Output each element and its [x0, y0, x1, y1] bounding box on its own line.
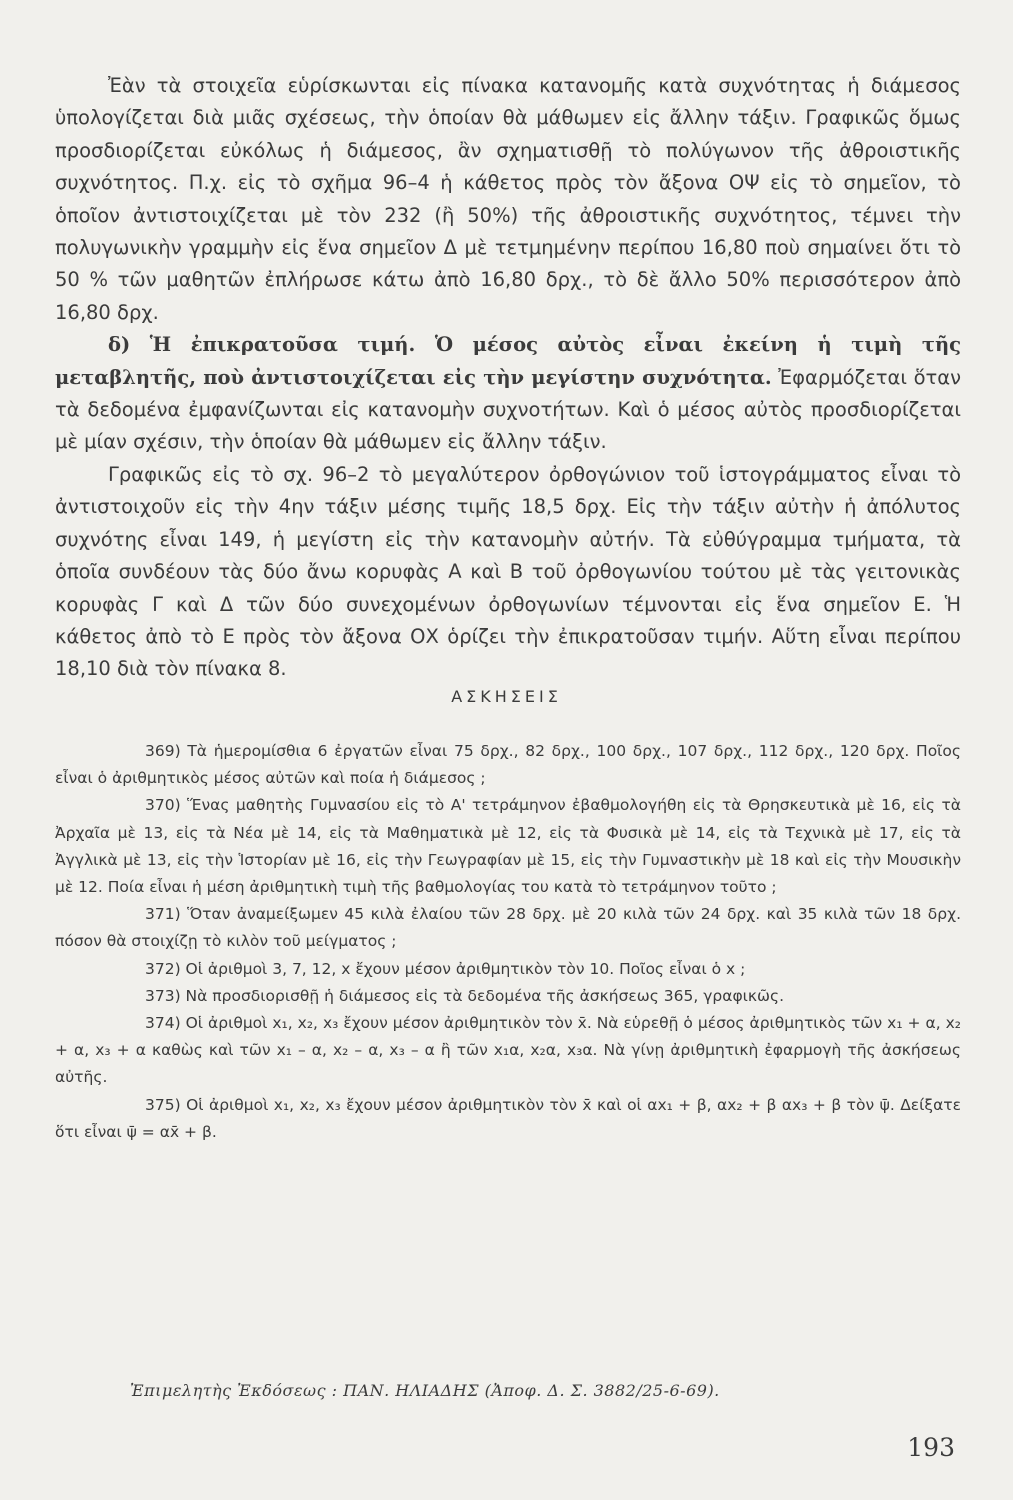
exercises-heading: ΑΣΚΗΣΕΙΣ — [451, 687, 562, 706]
exercise-369: 369) Τὰ ἡμερομίσθια 6 ἐργατῶν εἶναι 75 δρχ., 82 δρχ., 100 δρχ., 107 δρχ., 112 δρχ., 120 δρχ. Ποῖος εἶναι ὁ ἀριθμητικὸς μέσος αὐτῶν καὶ ποία ἡ διάμεσος ; — [55, 742, 961, 788]
editor-note: Ἐπιμελητὴς Ἐκδόσεως : ΠΑΝ. ΗΛΙΑΔΗΣ (Ἀποφ. Δ. Σ. 3882/25-6-69). — [130, 1381, 720, 1400]
exercise-374: 374) Οἱ ἀριθμοὶ x₁, x₂, x₃ ἔχουν μέσον ἀριθμητικὸν τὸν x̄. Νὰ εὑρεθῇ ὁ μέσος ἀριθμητικὸς τῶν x₁ + α, x₂ + α, x₃ + α καθὼς καὶ τῶν x₁ – α, x₂ – α, x₃ – α ἢ τῶν x₁α, x₂α, x₃α. Νὰ γίνῃ ἀριθμητικὴ ἐφαρμογὴ τῆς ἀσκήσεως αὐτῆς. — [55, 1014, 961, 1087]
exercise-370: 370) Ἕνας μαθητὴς Γυμνασίου εἰς τὸ Α' τετράμηνον ἐβαθμολογήθη εἰς τὰ Θρησκευτικὰ μὲ 16, εἰς τὰ Ἀρχαῖα μὲ 13, εἰς τὰ Νέα μὲ 14, εἰς τὰ Μαθηματικὰ μὲ 12, εἰς τὰ Φυσικὰ μὲ 14, εἰς τὰ Τεχνικὰ μὲ 17, εἰς τὰ Ἀγγλικὰ μὲ 13, εἰς τὴν Ἱστορίαν μὲ 16, εἰς τὴν Γεωγραφίαν μὲ 15, εἰς τὴν Γυμναστικὴν μὲ 18 καὶ εἰς τὴν Μουσικὴν μὲ 12. Ποία εἶναι ἡ μέση ἀριθμητικὴ τιμὴ τῆς βαθμολογίας του κατὰ τὸ τετράμηνον τοῦτο ; — [55, 796, 961, 897]
paragraph-median: Ἐὰν τὰ στοιχεῖα εὑρίσκωνται εἰς πίνακα κατανομῆς κατὰ συχνότητας ἡ διάμεσος ὑπολογίζεται διὰ μιᾶς σχέσεως, τὴν ὁποίαν θὰ μάθωμεν εἰς ἄλλην τάξιν. Γραφικῶς ὅμως προσδιορίζεται εὐκόλως ἡ διάμεσος, ἂν σχηματισθῇ τὸ πολύγωνον τῆς ἀθροιστικῆς συχνότητος. Π.χ. εἰς τὸ σχῆμα 96–4 ἡ κάθετος πρὸς τὸν ἄξονα ΟΨ εἰς τὸ σημεῖον, τὸ ὁποῖον ἀντιστοιχίζεται μὲ τὸν 232 (ἢ 50%) τῆς ἀθροιστικῆς συχνότητος, τέμνει τὴν πολυγωνικὴν γραμμὴν εἰς ἕνα σημεῖον Δ μὲ τετμημένην περίπου 16,80 ποὺ σημαίνει ὅτι τὸ 50 % τῶν μαθητῶν ἐπλήρωσε κάτω ἀπὸ 16,80 δρχ., τὸ δὲ ἄλλο 50% περισσότερον ἀπὸ 16,80 δρχ. — [55, 74, 961, 324]
paragraph-mode — [55, 329, 961, 459]
exercise-373: 373) Νὰ προσδιορισθῇ ἡ διάμεσος εἰς τὰ δεδομένα τῆς ἀσκήσεως 365, γραφικῶς. — [145, 986, 785, 1005]
exercise-372: 372) Οἱ ἀριθμοὶ 3, 7, 12, x ἔχουν μέσον ἀριθμητικὸν τὸν 10. Ποῖος εἶναι ὁ x ; — [145, 959, 746, 978]
paragraph-graphical-mode: Γραφικῶς εἰς τὸ σχ. 96–2 τὸ μεγαλύτερον ὀρθογώνιον τοῦ ἱστογράμματος εἶναι τὸ ἀντιστοιχοῦν εἰς τὴν 4ην τάξιν μέσης τιμῆς 18,5 δρχ. Εἰς τὴν τάξιν αὐτὴν ἡ ἀπόλυτος συχνότης εἶναι 149, ἡ μεγίστη εἰς τὴν κατανομὴν αὐτήν. Τὰ εὐθύγραμμα τμήματα, τὰ ὁποῖα συνδέουν τὰς δύο ἄνω κορυφὰς Α καὶ Β τοῦ ὀρθογωνίου τούτου μὲ τὰς γειτονικὰς κορυφὰς Γ καὶ Δ τῶν δύο συνεχομένων ὀρθογωνίων τέμνονται εἰς ἕνα σημεῖον Ε. Ἡ κάθετος ἀπὸ τὸ Ε πρὸς τὸν ἄξονα ΟΧ ὁρίζει τὴν ἐπικρατοῦσαν τιμήν. Αὕτη εἶναι περίπου 18,10 διὰ τὸν πίνακα 8. — [55, 462, 961, 681]
exercise-371: 371) Ὅταν ἀναμείξωμεν 45 κιλὰ ἐλαίου τῶν 28 δρχ. μὲ 20 κιλὰ τῶν 24 δρχ. καὶ 35 κιλὰ τῶν 18 δρχ. πόσον θὰ στοιχίζῃ τὸ κιλὸν τοῦ μείγματος ; — [55, 905, 961, 951]
mode-definition: δ) Ἡ ἐπικρατοῦσα τιμή. Ὁ μέσος αὐτὸς εἶναι ἐκείνη ἡ τιμὴ τῆς μεταβλητῆς, ποὺ ἀντιστοιχίζεται εἰς τὴν μεγίστην συχνότητα. — [55, 333, 961, 389]
main-text — [55, 70, 961, 686]
mode-explanation: Ἐφαρμόζεται ὅταν τὰ δεδομένα ἐμφανίζωνται εἰς κατανομὴν συχνοτήτων. Καὶ ὁ μέσος αὐτὸς προσδιορίζεται μὲ μίαν σχέσιν, τὴν ὁποίαν θὰ μάθωμεν εἰς ἄλλην τάξιν. — [55, 365, 961, 454]
exercises-list — [55, 738, 961, 1146]
page-number: 193 — [907, 1433, 955, 1462]
exercise-375: 375) Οἱ ἀριθμοὶ x₁, x₂, x₃ ἔχουν μέσον ἀριθμητικὸν τὸν x̄ καὶ οἱ αx₁ + β, αx₂ + β αx₃ + β τὸν ψ̄. Δείξατε ὅτι εἶναι ψ̄ = αx̄ + β. — [55, 1095, 961, 1141]
